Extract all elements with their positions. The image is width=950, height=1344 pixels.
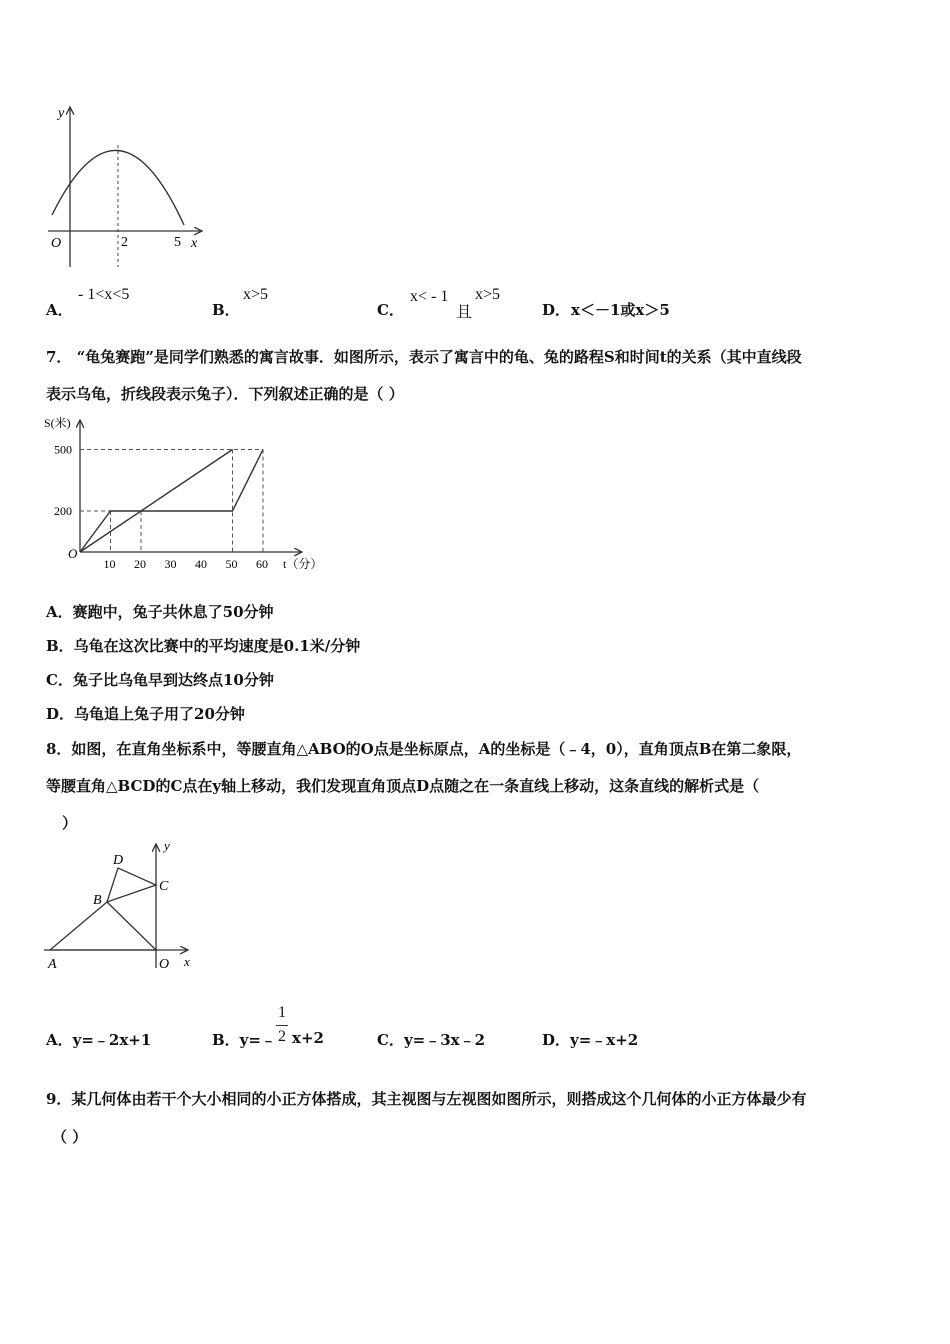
y-axis-label: y <box>164 838 170 853</box>
q9-stem-line-1: 9．某几何体由若干个大小相同的小正方体搭成，其主视图与左视图如图所示，则搭成这个几何体的小正方体最少有 <box>46 1090 807 1108</box>
q6-option-c-label: C． <box>377 301 404 319</box>
x-tick-label: 40 <box>195 557 207 571</box>
q6-option-d-text: x＜－1或x＞5 <box>571 301 670 319</box>
tick-label-2: 2 <box>121 235 128 250</box>
point-b-label: B <box>93 893 102 908</box>
point-d-label: D <box>113 853 124 868</box>
q6-option-a-label: A． <box>46 301 73 319</box>
q8-option-b-suffix: x+2 <box>292 1029 324 1047</box>
q7-option-a: A．赛跑中，兔子共休息了50分钟 <box>46 603 274 621</box>
q9-stem-line-2: （ ） <box>52 1128 88 1146</box>
origin-label: O <box>51 236 62 251</box>
q6-option-b-text: x>5 <box>243 286 269 303</box>
q8-option-b-fraction-bar <box>276 1025 288 1026</box>
x-tick-label: 50 <box>225 557 238 571</box>
point-o-label: O <box>159 957 170 972</box>
triangle-abo <box>50 902 156 950</box>
y-axis-title: S(米) <box>44 416 71 430</box>
tick-label-5: 5 <box>174 235 181 250</box>
x-tick-label: 20 <box>134 557 146 571</box>
q7-option-d: D．乌龟追上兔子用了20分钟 <box>46 705 245 723</box>
q6-option-c-text-2: 且 <box>456 304 473 321</box>
q8-option-b-numerator: 1 <box>278 1004 286 1021</box>
q8-triangle-figure <box>40 838 200 973</box>
q6-parabola-figure <box>40 95 215 275</box>
x-tick-label: 60 <box>256 557 268 571</box>
y-tick-label: 200 <box>54 504 72 518</box>
q6-option-c-text-3: x>5 <box>475 286 501 303</box>
q8-option-d: D．y=﹣x+2 <box>542 1031 639 1049</box>
q7-race-chart <box>40 412 330 577</box>
origin-label: O <box>68 546 78 561</box>
q7-option-c: C．兔子比乌龟早到达终点10分钟 <box>46 671 274 689</box>
q7-stem-line-2: 表示乌龟，折线段表示兔子）．下列叙述正确的是（ ） <box>46 385 404 403</box>
q8-option-b-prefix: B．y=﹣ <box>212 1031 276 1049</box>
triangle-bcd <box>107 868 156 902</box>
q8-option-c: C．y=﹣3x﹣2 <box>377 1031 486 1049</box>
q8-option-a: A．y=﹣2x+1 <box>46 1031 152 1049</box>
point-a-label: A <box>48 957 57 972</box>
y-axis-label: y <box>58 106 65 121</box>
q6-option-b-label: B． <box>212 301 240 319</box>
q7-stem-line-1: 7． “龟兔赛跑”是同学们熟悉的寓言故事．如图所示，表示了寓言中的龟、兔的路程S和时间t的关系（其中直线段 <box>46 348 802 366</box>
q6-option-d-label: D． <box>542 301 571 319</box>
q8-option-b-denominator: 2 <box>278 1028 286 1045</box>
x-tick-label: 10 <box>103 557 116 571</box>
q8-stem-line-3: ） <box>62 814 78 832</box>
series-line-rabbit <box>80 450 263 553</box>
point-c-label: C <box>159 879 169 894</box>
q6-option-c-text-1: x< - 1 <box>410 288 449 305</box>
x-tick-label: 30 <box>164 557 177 571</box>
x-axis-label: x <box>191 236 198 251</box>
series-line-tortoise <box>80 450 233 553</box>
y-tick-label: 500 <box>54 442 72 457</box>
q8-stem-line-2: 等腰直角△BCD的C点在y轴上移动，我们发现直角顶点D点随之在一条直线上移动，这条直线的解析式是（ <box>46 777 760 795</box>
x-axis-title: t（分） <box>283 557 323 571</box>
q7-option-b: B．乌龟在这次比赛中的平均速度是0.1米/分钟 <box>46 637 361 655</box>
q6-option-a-text: - 1<x<5 <box>78 286 130 303</box>
x-axis-label: x <box>184 954 190 969</box>
q8-stem-line-1: 8．如图，在直角坐标系中，等腰直角△ABO的O点是坐标原点，A的坐标是（﹣4，0），直角顶点B在第二象限， <box>46 740 802 758</box>
